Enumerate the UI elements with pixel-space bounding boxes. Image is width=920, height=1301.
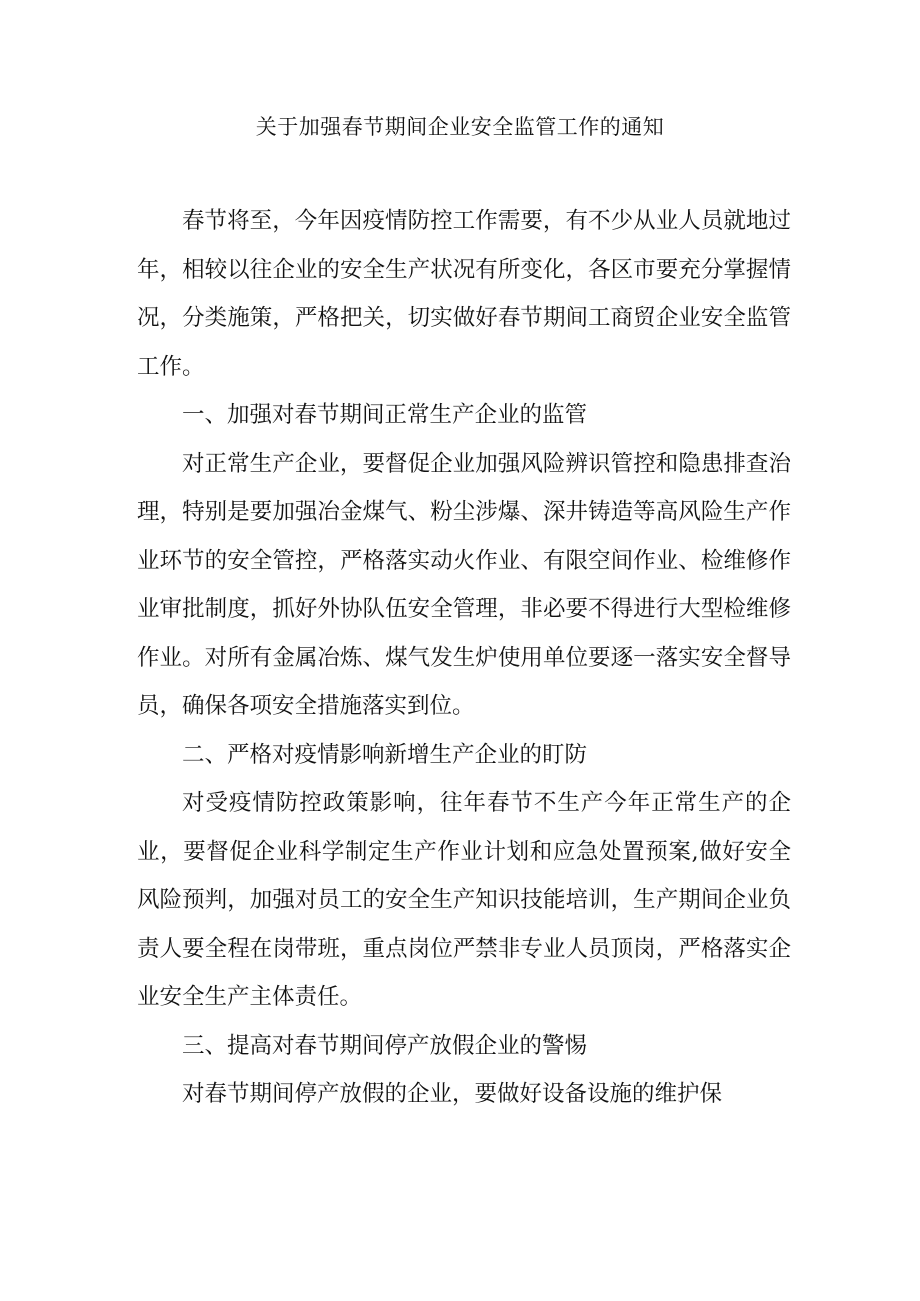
section-paragraph-3: 对春节期间停产放假的企业，要做好设备设施的维护保 [182,1081,723,1107]
document-title: 关于加强春节期间企业安全监管工作的通知 [255,115,665,139]
section-heading-3: 三、提高对春节期间停产放假企业的警惕 [182,1032,588,1059]
document-body [137,197,791,1119]
section-paragraph-2: 对受疫情防控政策影响，往年春节不生产今年正常生产的企业，要督促企业科学制定生产作业计划和应急处置预案,做好安全风险预判，加强对员工的安全生产知识技能培训，生产期间企业负责人要全程在岗带班，重点岗位严禁非专业人员顶岗，严格落实企业安全生产主体责任。 [137,790,791,1010]
intro-paragraph: 春节将至，今年因疫情防控工作需要，有不少从业人员就地过年，相较以往企业的安全生产状况有所变化，各区市要充分掌握情况，分类施策，严格把关，切实做好春节期间工商贸企业安全监管工作。 [137,208,791,380]
section-heading-2: 二、严格对疫情影响新增生产企业的盯防 [182,741,588,768]
section-paragraph-1: 对正常生产企业，要督促企业加强风险辨识管控和隐患排查治理，特别是要加强冶金煤气、粉尘涉爆、深井铸造等高风险生产作业环节的安全管控，严格落实动火作业、有限空间作业、检维修作业审批制度，抓好外协队伍安全管理，非必要不得进行大型检维修作业。对所有金属冶炼、煤气发生炉使用单位要逐一落实安全督导员，确保各项安全措施落实到位。 [137,450,791,719]
section-heading-1: 一、加强对春节期间正常生产企业的监管 [182,402,588,428]
